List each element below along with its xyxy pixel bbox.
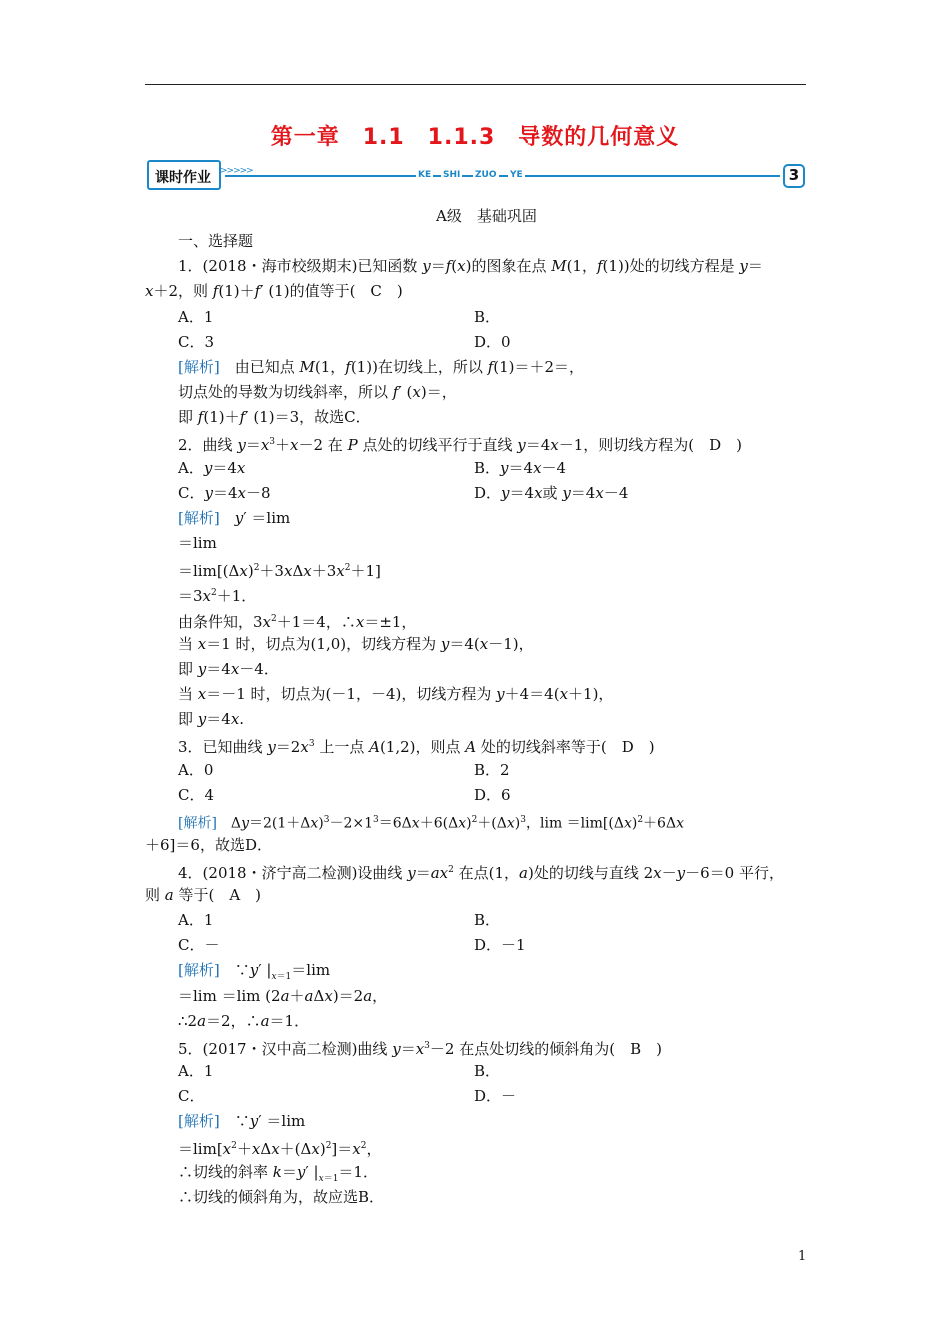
question-3-solution-line-2: ＋6]＝6，故选D．: [145, 836, 272, 854]
question-1-line-2: x＋2，则 f(1)＋f′ (1)的值等于( C ): [145, 282, 403, 300]
banner-pinyin-zuo: ZUO: [475, 170, 497, 180]
question-2-option-d: D．y＝4x或 y＝4x－4: [474, 484, 629, 502]
question-2-solution-line-9: 即 y＝4x.: [178, 710, 245, 728]
question-3-line-1: 3．已知曲线 $y=2x^3$ 上一点 A(1,2)，则点 A 处的切线斜率等于( D ): [178, 738, 655, 756]
question-2-solution-line-4: $=3x^2+1$．: [178, 587, 257, 605]
banner-number: 3: [783, 164, 805, 188]
question-1-option-c: C．3: [178, 333, 215, 351]
banner-label-box: [147, 160, 221, 190]
question-2-option-a: A．y＝4x: [178, 459, 246, 477]
question-2-solution-line-7: 即 y＝4x－4．: [178, 660, 279, 678]
question-1-option-b: B．: [474, 308, 501, 326]
question-2-solution-line-1: [解析] y′ ＝lim: [178, 509, 291, 527]
question-5-option-c: C．: [178, 1087, 205, 1105]
question-5-option-b: B．: [474, 1062, 501, 1080]
question-4-line-1: 4．(2018・济宁高二检测)设曲线 $y=ax^2$ 在点(1，a)处的切线与直线 2x－y－6＝0 平行，: [178, 864, 784, 882]
question-2-solution-line-3: $=\lim[(\Delta x)^2+3x\Delta x+3x^2+1]$: [178, 562, 381, 580]
question-4-line-2: 则 a 等于( A ): [145, 886, 262, 904]
question-2-option-c: C．y＝4x－8: [178, 484, 271, 502]
question-2-solution-line-6: 当 x＝1 时，切点为(1,0)，切线方程为 y＝4(x－1)，: [178, 635, 534, 653]
question-4-option-c: C．－: [178, 936, 220, 954]
question-5-line-1: 5．(2017・汉中高二检测)曲线 $y=x^3-2$ 在点处切线的倾斜角为( B ): [178, 1040, 662, 1058]
question-2-option-b: B．y＝4x－4: [474, 459, 567, 477]
banner-line: [225, 175, 780, 177]
question-4-solution-line-1: [解析] ∵y′ $|_{x=1}=\lim$: [178, 961, 331, 982]
question-3-option-d: D．6: [474, 786, 511, 804]
banner-pinyin-ke: KE: [418, 170, 432, 180]
question-2-line-1: 2．曲线 $y=x^3+x-2$ 在 P 点处的切线平行于直线 y＝4x－1，则切线方程为( D ): [178, 436, 743, 454]
question-1-option-d: D．0: [474, 333, 511, 351]
page-number: 1: [798, 1249, 807, 1264]
question-5-solution-line-3: ∴切线的斜率 k＝y′ $|_{x=1}=1$．: [178, 1163, 378, 1184]
question-1-line-1: 1．(2018・海市校级期末)已知函数 y＝f(x)的图象在点 M(1，f(1))处的切线方程是 y＝: [178, 257, 763, 275]
question-2-solution-line-8: 当 x＝－1 时，切点为(－1，－4)，切线方程为 y＋4＝4(x＋1)，: [178, 685, 614, 703]
question-5-option-d: D．－: [474, 1087, 517, 1105]
question-5-solution-line-4: ∴切线的倾斜角为，故应选B．: [178, 1188, 385, 1206]
question-1-option-a: A．1: [178, 308, 214, 326]
question-1-solution-line-3: 即 f(1)＋f′ (1)＝3，故选C．: [178, 408, 371, 426]
banner-arrows: >>>>>: [220, 166, 253, 176]
question-5-solution-line-1: [解析] ∵y′ ＝lim: [178, 1112, 306, 1130]
question-3-solution-line-1: [解析] $\Delta y=2(1+\Delta x)^3-2\times 1^3=6\Delta x+6(\Delta x)^2+(\Delta x)^3$，$\lim =\lim[(\Delta x)^2+6\Delta x$: [178, 815, 684, 832]
question-3-option-a: A．0: [178, 761, 214, 779]
solution-tag: [解析]: [178, 509, 220, 527]
question-4-solution-line-2: ＝lim ＝lim (2a＋aΔx)＝2a，: [178, 987, 388, 1005]
banner-label: 课时作业: [155, 170, 211, 186]
header-rule: [145, 84, 806, 85]
question-3-option-c: C．4: [178, 786, 215, 804]
question-2-solution-line-2: ＝lim: [178, 534, 217, 552]
chapter-title: 第一章 1.1 1.1.3 导数的几何意义: [270, 125, 680, 150]
question-4-option-a: A．1: [178, 911, 214, 929]
question-2-solution-line-5: 由条件知，$3x^2+1=4$，∴x＝±1，: [178, 613, 417, 631]
question-5-option-a: A．1: [178, 1062, 214, 1080]
level-heading: A级 基础巩固: [436, 207, 537, 225]
solution-tag: [解析]: [178, 358, 220, 376]
question-1-solution-line-2: 切点处的导数为切线斜率，所以 f′ (x)＝，: [178, 383, 457, 401]
banner-pinyin-shi: SHI: [443, 170, 461, 180]
section-heading: 一、选择题: [178, 232, 254, 250]
solution-tag: [解析]: [178, 1112, 220, 1130]
solution-tag: [解析]: [178, 961, 220, 979]
question-1-solution-line-1: [解析] 由已知点 M(1，f(1))在切线上，所以 f(1)＝＋2＝，: [178, 358, 585, 376]
question-5-solution-line-2: $=\lim[x^2+x\Delta x+(\Delta x)^2]=x^2$，: [178, 1140, 382, 1158]
question-3-option-b: B．2: [474, 761, 510, 779]
question-4-option-d: D．－1: [474, 936, 526, 954]
banner-pinyin-ye: YE: [510, 170, 523, 180]
question-4-option-b: B．: [474, 911, 501, 929]
solution-tag: [解析]: [178, 815, 217, 832]
question-4-solution-line-3: ∴2a＝2，∴a＝1．: [178, 1012, 310, 1030]
homework-banner: [145, 158, 806, 194]
